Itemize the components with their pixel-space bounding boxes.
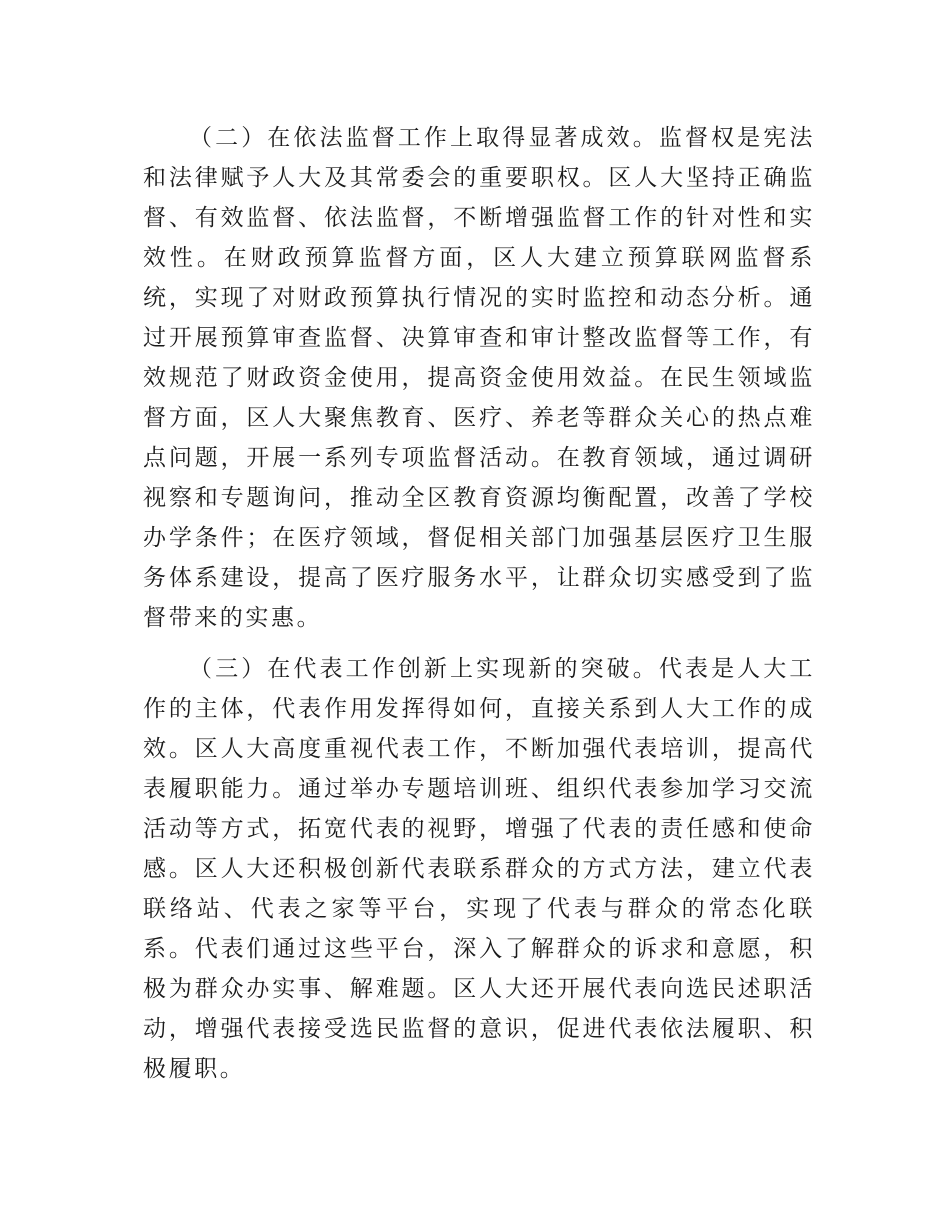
paragraph-deputies: （三）在代表工作创新上实现新的突破。代表是人大工作的主体，代表作用发挥得如何，直接关系到人大工作的成效。区人大高度重视代表工作，不断加强代表培训，提高代表履职能力。通过举办专题培训班、组织代表参加学习交流活动等方式，拓宽代表的视野，增强了代表的责任感和使命感。区人大还积极创新代表联系群众的方式方法，建立代表联络站、代表之家等平台，实现了代表与群众的常态化联系。代表们通过这些平台，深入了解群众的诉求和意愿，积极为群众办实事、解难题。区人大还开展代表向选民述职活动，增强代表接受选民监督的意识，促进代表依法履职、积极履职。 bbox=[143, 656, 815, 1082]
document-body bbox=[143, 118, 815, 1089]
paragraph-supervision: （二）在依法监督工作上取得显著成效。监督权是宪法和法律赋予人大及其常委会的重要职权。区人大坚持正确监督、有效监督、依法监督，不断增强监督工作的针对性和实效性。在财政预算监督方面，区人大建立预算联网监督系统，实现了对财政预算执行情况的实时监控和动态分析。通过开展预算审查监督、决算审查和审计整改监督等工作，有效规范了财政资金使用，提高资金使用效益。在民生领域监督方面，区人大聚焦教育、医疗、养老等群众关心的热点难点问题，开展一系列专项监督活动。在教育领域，通过调研视察和专题询问，推动全区教育资源均衡配置，改善了学校办学条件；在医疗领域，督促相关部门加强基层医疗卫生服务体系建设，提高了医疗服务水平，让群众切实感受到了监督带来的实惠。 bbox=[143, 125, 815, 631]
